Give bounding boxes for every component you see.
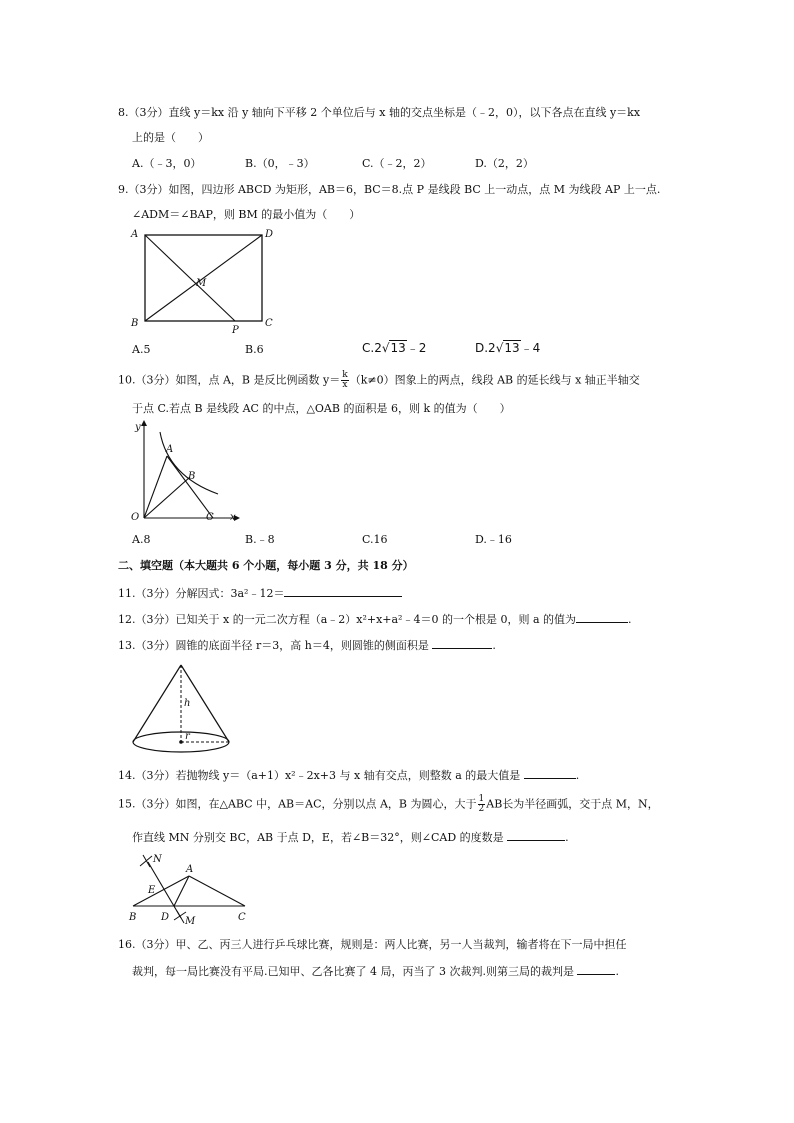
q10-line1: 10.（3分）如图，点 A，B 是反比例函数 y＝ $\frac{k}{x}$ （k≠0）图象上的两点，线段 AB 的延长线与 x 轴正半轴交 [118,370,640,390]
q13-cone-side-left [133,665,181,742]
q10-option-d[interactable]: D.﹣16 [475,533,512,546]
q10-fraction: $\frac{k}{x}$ [342,370,348,390]
q16-line1: 16.（3分）甲、乙、丙三人进行乒乓球比赛，规则是：两人比赛，另一人当裁判，输者将在下一局中担任 [118,938,627,951]
q15-fraction: $\frac{1}{2}$ [478,794,485,814]
q15-line2: 作直线 MN 分别交 BC，AB 于点 D，E，若∠B＝32°，则∠CAD 的度数是 . [132,831,569,844]
q15-line1: 15.（3分）如图，在△ABC 中，AB＝AC，分别以点 A，B 为圆心，大于 $\frac{1}{2}$ AB长为半径画弧，交于点 M，N， [118,794,659,814]
q14-answer-blank[interactable] [524,767,576,779]
q10-option-c[interactable]: C.16 [362,533,388,546]
q10-label-y: y [135,422,141,433]
q9-rectangle-figure [128,224,278,336]
q10-segment-oa [144,456,167,518]
q16-line2: 裁判，每一局比赛没有平局.已知甲、乙各比赛了 4 局，丙当了 3 次裁判.则第三局的裁判是 . [132,965,619,978]
q9-option-d[interactable]: D.2√13﹣4 [475,341,541,355]
q10-hyperbola-figure [126,418,246,528]
q9-option-b[interactable]: B.6 [245,343,264,356]
q9-line1: 9.（3分）如图，四边形 ABCD 为矩形，AB＝6，BC＝8.点 P 是线段 BC 上一动点，点 M 为线段 AP 上一点. [118,183,661,196]
q15-label-b: B [129,912,137,923]
q13-label-h: h [184,698,191,709]
q15-answer-blank[interactable] [507,829,565,841]
section-fill-in-title: 二、填空题（本大题共 6 个小题，每小题 3 分，共 18 分） [118,559,414,572]
q9-line2: ∠ADM＝∠BAP，则 BM 的最小值为（ ） [132,208,361,221]
q15-label-m: M [185,916,196,926]
q9-label-m: M [196,278,207,289]
q10-line2: 于点 C.若点 B 是线段 AC 的中点，△OAB 的面积是 6，则 k 的值为（ ） [132,402,511,415]
q11-text: 11.（3分）分解因式：3a²﹣12＝ [118,585,402,601]
q15-label-e: E [148,885,156,896]
q15-side-ac [189,876,245,906]
q9-segment-ap [145,235,235,321]
q8-line1: 8.（3分）直线 y＝kx 沿 y 轴向下平移 2 个单位后与 x 轴的交点坐标是（﹣2，0），以下各点在直线 y＝kx [118,106,641,119]
q10-option-b[interactable]: B.﹣8 [245,533,275,546]
q10-y-arrow [141,420,147,426]
q15-label-n: N [153,854,162,865]
q10-label-a: A [166,444,174,455]
q9-option-c[interactable]: C.2√13﹣2 [362,341,427,355]
q10-label-b: B [188,471,196,482]
q13-cone-center [179,740,183,744]
q8-option-b[interactable]: B.（0，﹣3） [245,157,315,170]
q15-triangle-figure [128,850,250,926]
q9-label-b: B [131,318,139,329]
q13-label-r: r [185,731,190,742]
q15-label-c: C [238,912,246,923]
q9-option-c-radicand: 13 [390,341,406,355]
q12-answer-blank[interactable] [576,611,628,623]
q13-text: 13.（3分）圆锥的底面半径 r＝3，高 h＝4，则圆锥的侧面积是 . [118,639,496,652]
q12-text: 12.（3分）已知关于 x 的一元二次方程（a﹣2）x²+x+a²﹣4＝0 的一个根是 0，则 a 的值为 . [118,613,632,626]
q11-answer-blank[interactable] [284,585,402,597]
q15-label-a: A [186,864,194,875]
q10-label-c: C [206,512,214,523]
q8-line2: 上的是（ ） [132,131,209,144]
q9-option-d-radicand: 13 [504,341,520,355]
q13-answer-blank[interactable] [432,637,492,649]
q8-option-a[interactable]: A.（﹣3，0） [132,157,202,170]
q13-cone-figure [128,660,238,756]
q9-label-c: C [265,318,273,329]
q10-label-o: O [131,512,140,523]
q9-label-p: P [232,325,239,336]
q9-label-d: D [265,229,274,240]
q8-option-c[interactable]: C.（﹣2，2） [362,157,432,170]
q9-option-a[interactable]: A.5 [132,343,151,356]
q9-label-a: A [131,229,139,240]
q15-side-ab [133,876,189,906]
q8-option-d[interactable]: D.（2，2） [475,157,534,170]
q10-label-x: x [230,512,236,523]
q10-segment-ac [167,456,213,518]
q15-label-d: D [161,912,170,923]
q10-option-a[interactable]: A.8 [132,533,151,546]
q10-segment-ob [144,477,190,518]
q14-text: 14.（3分）若抛物线 y＝（a+1）x²﹣2x+3 与 x 轴有交点，则整数 a 的最大值是 . [118,769,580,782]
q16-answer-blank[interactable] [577,963,615,975]
q10-hyperbola-curve [160,432,218,494]
